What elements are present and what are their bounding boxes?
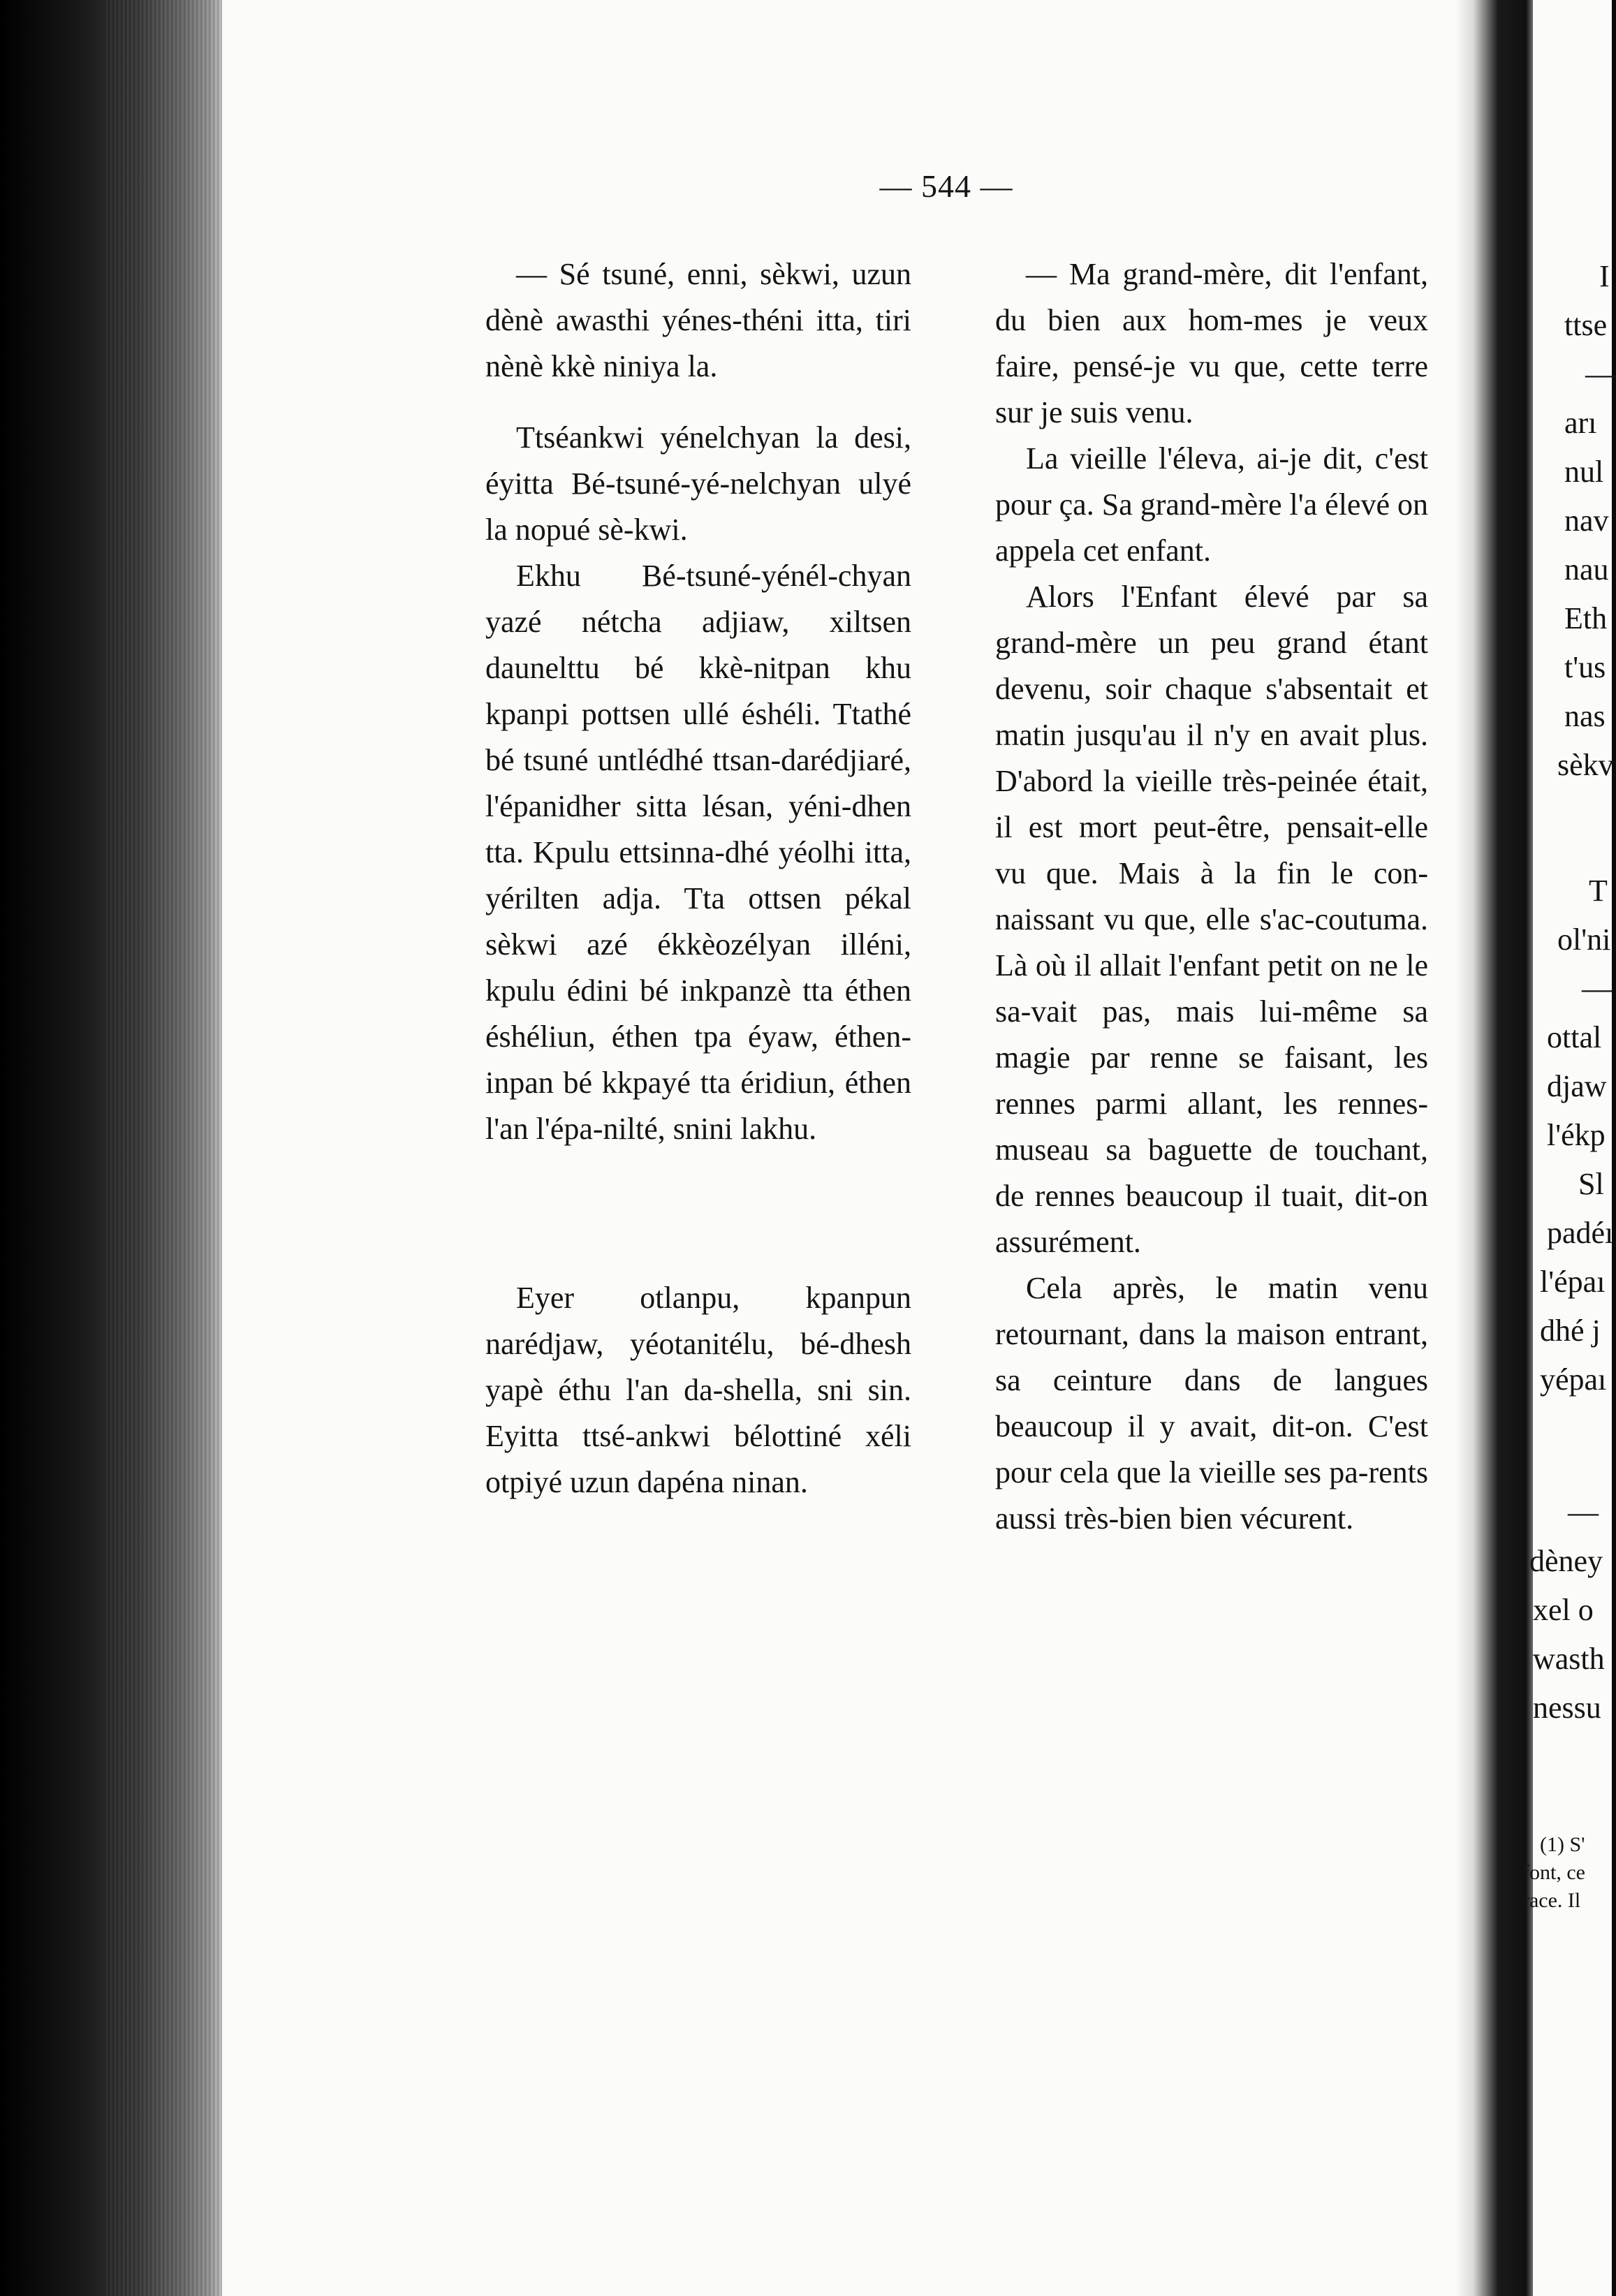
next-page-fragment: dèney — [1529, 1544, 1603, 1578]
next-page-fragment: nul — [1564, 455, 1604, 489]
next-page-fragment: ottal — [1547, 1020, 1602, 1054]
paragraph: La vieille l'éleva, ai-je dit, c'est pour ça. Sa grand-mère l'a élevé on appela cet enfant. — [995, 441, 1428, 568]
next-page-fragment: l'épaı — [1540, 1265, 1606, 1299]
next-page-fragment: — — [1568, 1495, 1599, 1529]
paragraph: Ttséankwi yénelchyan la desi, éyitta Bé-tsuné-yé-nelchyan ulyé la nopué sè-kwi. — [485, 420, 911, 547]
right-column — [995, 251, 1428, 1542]
next-page-fragment: ol'ni — [1557, 922, 1611, 957]
next-page-fragment: t'us — [1564, 650, 1606, 684]
next-page-fragment: djaw — [1547, 1069, 1607, 1103]
paragraph: Cela après, le matin venu retournant, dans la maison entrant, sa ceinture dans de langues beaucoup il y avait, dit-on. C'est pour cela que la vieille ses pa-rents aussi très-bien bien vécurent. — [995, 1271, 1428, 1536]
paragraph: — Ma grand-mère, dit l'enfant, du bien aux hom-mes je veux faire, pensé-je vu que, cette terre sur je suis venu. — [995, 257, 1428, 429]
paragraph: Eyer otlanpu, kpanpun narédjaw, yéotanitélu, bé-dhesh yapè éthu l'an da-shella, sni sin. Eyitta ttsé-ankwi bélottiné xéli otpiyé uzun dapéna ninan. — [485, 1281, 911, 1499]
next-page-fragment: — — [1582, 971, 1613, 1006]
next-page-fragment: xel o — [1533, 1593, 1594, 1627]
paragraph: — Sé tsuné, enni, sèkwi, uzun dènè awasthi yénes-théni itta, tiri nènè kkè niniya la. — [485, 257, 911, 383]
page-number: — 544 — — [879, 168, 1013, 204]
next-page-footnote: font, ce — [1522, 1861, 1585, 1884]
next-page-fragment: Sl — [1578, 1167, 1604, 1201]
next-page-fragment: I — [1599, 259, 1610, 293]
book-gutter — [1456, 0, 1540, 2296]
next-page-fragment: — — [1585, 357, 1616, 391]
next-page-fragment: yépaı — [1540, 1362, 1607, 1397]
book-page-edges — [105, 0, 223, 2296]
next-page-fragment: dhé j — [1540, 1313, 1601, 1348]
next-page-fragment: ttse — [1564, 308, 1608, 342]
next-page-fragment: wasth — [1533, 1642, 1605, 1676]
next-page-fragment: padéı — [1547, 1216, 1614, 1250]
next-page-fragment: sèkv — [1557, 748, 1614, 782]
next-page-fragment: nas — [1564, 699, 1606, 733]
next-page-fragment: nau — [1564, 552, 1609, 587]
next-page-fragment: nessu — [1533, 1691, 1601, 1725]
next-page-fragment: Eth — [1564, 601, 1608, 635]
next-page-fragment: l'ékp — [1547, 1118, 1606, 1152]
next-page-fragment: T — [1589, 874, 1608, 908]
next-page-fragment: arı — [1564, 406, 1597, 440]
paragraph: Ekhu Bé-tsuné-yénél-chyan yazé nétcha adjiaw, xiltsen daunelttu bé kkè-nitpan khu kpanpi pottsen ullé éshéli. Ttathé bé tsuné untlédhé ttsan-darédjiaré, l'épanidher sitta lésan, yéni-dhen tta. Kpulu ettsinna-dhé yéolhi itta, yérilten adja. Tta ottsen pékal sèkwi azé ékkèozélyan illéni, kpulu édini bé inkpanzè tta éthen éshéliun, éthen tpa éyaw, éthen-inpan bé kkpayé tta éridiun, éthen l'an l'épa-nilté, snini lakhu. — [485, 559, 911, 1146]
next-page-footnote: (1) S' — [1540, 1833, 1585, 1856]
left-column — [485, 251, 911, 1506]
next-page-footnote: race. Il — [1522, 1889, 1581, 1912]
next-page-fragment: nav — [1564, 503, 1609, 538]
paragraph: Alors l'Enfant élevé par sa grand-mère un peu grand étant devenu, soir chaque s'absentait et matin jusqu'au il n'y en avait plus. D'abord la vieille très-peinée était, il est mort peut-être, pensait-elle vu que. Mais à la fin le con-naissant vu que, elle s'ac-coutuma. Là où il allait l'enfant petit on ne le sa-vait pas, mais lui-même sa magie par renne se faisant, les rennes parmi allant, les rennes-museau sa baguette de touchant, de rennes beaucoup il tuait, dit-on assurément. — [995, 580, 1428, 1259]
